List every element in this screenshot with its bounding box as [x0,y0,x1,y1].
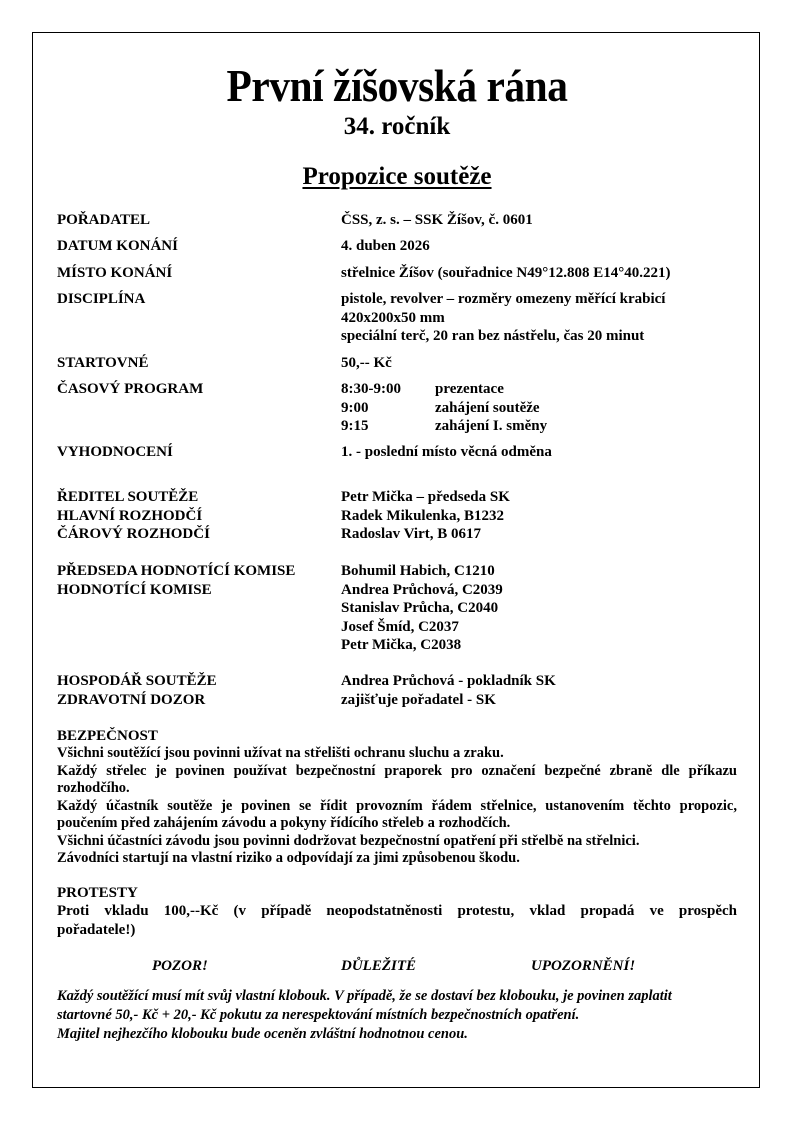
safety-rule-cont: poučením před zahájením závodu a pokyny řídícího střeleb a rozhodčích. [57,815,511,831]
safety-rule: Každý účastník soutěže je povinen se řídit provozním řádem střelnice, ustanovením těchto propozic, [57,797,737,814]
staff-value: Andrea Průchová - pokladník SK [341,673,556,689]
protests-text-cont: pořadatele!) [57,922,136,938]
committee-member: Josef Šmíd, C2037 [341,618,459,635]
warning-dulezite: DŮLEŽITÉ [341,958,416,974]
info-label: POŘADATEL [57,212,151,228]
schedule-time: 9:15 [341,418,369,434]
official-value: Radek Mikulenka, B1232 [341,507,504,524]
committee-member: Petr Mička, C2038 [341,637,462,653]
official-value: Radoslav Virt, B 0617 [341,526,482,542]
info-value: střelnice Žíšov (souřadnice N49°12.808 E14°40.221) [341,265,671,281]
safety-section [57,727,737,868]
warning-upozorneni: UPOZORNĚNÍ! [531,958,636,974]
safety-rule: Závodníci startují na vlastní riziko a odpovídají za jimi způsobenou škodu. [57,850,520,866]
staff-value: zajišťuje pořadatel - SK [341,691,496,708]
warning-pozor: POZOR! [152,958,208,974]
hat-notice-line: startovné 50,- Kč + 20,- Kč pokutu za nerespektování místních bezpečnostních opatření. [57,1007,580,1023]
committee-member: Stanislav Průcha, C2040 [341,600,499,616]
info-value-line: speciální terč, 20 ran bez nástřelu, čas 20 minut [341,328,645,344]
safety-rule-cont: rozhodčího. [57,780,130,796]
info-label: STARTOVNÉ [57,355,149,371]
safety-rule: Všichni účastníci závodu jsou povinni dodržovat bezpečnostní opatření při střelbě na střelnici. [57,832,640,849]
info-value-line: pistole, revolver – rozměry omezeny měřící krabicí [341,291,666,307]
hat-notice-line: Majitel nejhezčího klobouku bude oceněn zvláštní hodnotnou cenou. [57,1026,468,1042]
official-label: ŘEDITEL SOUTĚŽE [57,489,199,505]
official-label: ČÁROVÝ ROZHODČÍ [57,526,210,542]
info-value: 50,-- Kč [341,355,392,371]
committee-member: Andrea Průchová, C2039 [341,581,503,598]
info-label: ČASOVÝ PROGRAM [57,381,204,397]
info-value-line: 420x200x50 mm [341,309,445,326]
document-title: První žíšovská rána [226,61,568,111]
edition: 34. ročník [343,113,451,140]
hat-notice [57,987,737,1044]
protests-text: Proti vkladu 100,--Kč (v případě neopodstatněnosti protestu, vklad propadá ve prospěch [57,903,737,919]
schedule-event: zahájení soutěže [435,399,540,416]
hat-notice-line: Každý soutěžící musí mít svůj vlastní klobouk. V případě, že se dostaví bez klobouku, je povinen zaplatit [57,988,672,1004]
heading-text: Propozice soutěže [302,163,492,190]
info-value: 1. - poslední místo věcná odměna [341,444,552,460]
staff-label: ZDRAVOTNÍ DOZOR [57,691,206,708]
committee-chair-value: Bohumil Habich, C1210 [341,563,495,579]
info-value: 4. duben 2026 [341,238,430,254]
safety-rule: Každý střelec je povinen používat bezpečnostní praporek pro označení bezpečné zbraně dle příkazu [57,762,737,779]
info-label: DISCIPLÍNA [57,291,146,307]
official-value: Petr Mička – předseda SK [341,489,510,505]
schedule-event: prezentace [435,381,504,397]
info-label: VYHODNOCENÍ [57,444,173,460]
section-heading [0,162,794,192]
schedule-event: zahájení I. směny [435,418,548,434]
protests-section [57,884,737,940]
info-label: MÍSTO KONÁNÍ [57,265,173,281]
official-label: HLAVNÍ ROZHODČÍ [57,507,203,524]
safety-rule: Všichni soutěžící jsou povinni užívat na střelišti ochranu sluchu a zraku. [57,745,504,761]
safety-heading: BEZPEČNOST [57,728,158,744]
committee-members-label: HODNOTÍCÍ KOMISE [57,581,212,598]
committee-chair-label: PŘEDSEDA HODNOTÍCÍ KOMISE [57,563,296,579]
staff-label: HOSPODÁŘ SOUTĚŽE [57,673,217,689]
info-label: DATUM KONÁNÍ [57,238,178,254]
schedule-time: 9:00 [341,399,369,416]
info-value: ČSS, z. s. – SSK Žíšov, č. 0601 [341,212,533,228]
protests-heading: PROTESTY [57,885,138,901]
schedule-time: 8:30-9:00 [341,381,401,397]
